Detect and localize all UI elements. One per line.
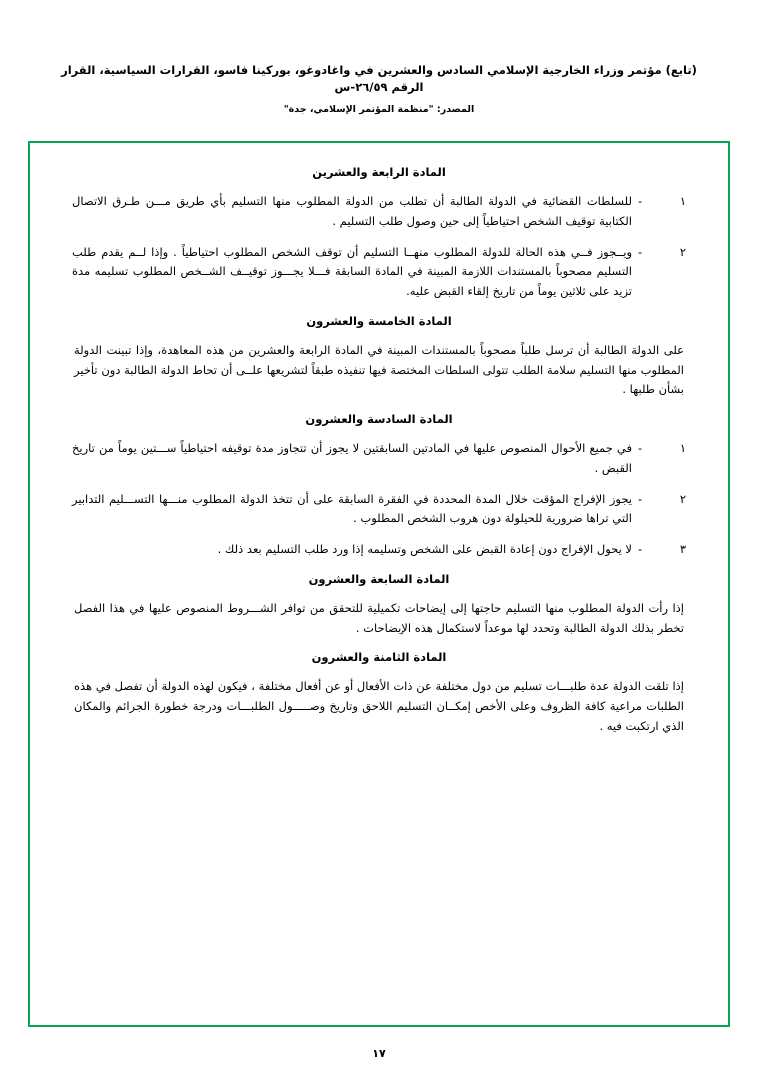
list-item-dash: - — [638, 542, 643, 557]
list-item-text: للسلطات القضائية في الدولة الطالبة أن تطلب من الدولة المطلوب منها التسليم بأي طريق مـــن طـرق الاتصال الكتابية توقيف الشخص احتياطياً إلى حين وصول طلب التسليم . — [72, 194, 632, 228]
page-number: ١٧ — [372, 1047, 386, 1060]
list-item — [72, 490, 686, 530]
list-item-marker — [632, 439, 686, 459]
section-paragraph: إذا رأت الدولة المطلوب منها التسليم حاجتها إلى إيضاحات تكميلية للتحقق من توافر الشـــروط المنصوص عليها في هذا الفصل تخطر بذلك الدولة الطالبة وتحدد لها موعداً لاستكمال هذه الإيضاحات . — [74, 600, 684, 635]
section-paragraph: إذا تلقت الدولة عدة طلبـــات تسليم من دول مختلفة عن ذات الأفعال أو عن أفعال مختلفة ، فيكون لهذه الدولة أن تفصل في هذه الطلبات مراعية كافة الظروف وعلى الأخص إمكــان التسليم اللاحق وتاريخ وصـــــول الطلبـــات ودرجة خطورة الجرائم والمكان الذي ارتكبت فيه . — [74, 679, 684, 734]
list-item-marker — [632, 192, 686, 212]
list-item-number: ٣ — [679, 542, 686, 557]
list-item — [72, 243, 686, 302]
section-title-article-24: المادة الرابعة والعشرين — [312, 165, 446, 179]
list-item-marker — [632, 243, 686, 263]
list-item — [72, 540, 686, 560]
list-item-number: ٢ — [679, 491, 686, 506]
list-item-number: ٢ — [679, 244, 686, 259]
list-item-text: ويــجوز فــي هذه الحالة للدولة المطلوب منهــا التسليم أن توقف الشخص المطلوب احتياطياً . وإذا لــم يقدم طلب التسليم مصحوباً بالمستندات اللازمة المبينة في المادة السابقة فـــلا يجـــوز توقيــف الشــخص المطلوب تسليمه مدة تزيد على ثلاثين يوماً من تاريخ إلقاء القبض عليه. — [72, 244, 632, 299]
header-source-line: المصدر: "منظمة المؤتمر الإسلامي، جدة" — [283, 103, 475, 115]
list-item-number: ١ — [679, 441, 686, 456]
page-header — [0, 0, 758, 115]
list-item-dash: - — [638, 491, 643, 506]
list-item-text: لا يحول الإفراج دون إعادة القبض على الشخص وتسليمه إذا ورد طلب التسليم بعد ذلك . — [217, 542, 632, 557]
list-item-marker — [632, 540, 686, 560]
list-item-text: في جميع الأحوال المنصوص عليها في المادتين السابقتين لا يجوز أن تتجاوز مدة توقيفه احتياطياً ســـتين يوماً من تاريخ القبض . — [72, 441, 632, 475]
list-item-dash: - — [638, 244, 643, 259]
header-title-line: (تابع) مؤتمر وزراء الخارجية الإسلامي السادس والعشرين في واغادوغو، بوركينا فاسو، القرارات السياسية، القرار الرقم ٢٦/٥٩-س — [61, 63, 697, 95]
list-item — [72, 192, 686, 232]
section-paragraph: على الدولة الطالبة أن ترسل طلباً مصحوباً بالمستندات المبينة في المادة الرابعة والعشرين من هذه المعاهدة، وإذا تبينت الدولة المطلوب منها التسليم سلامة الطلب تتولى السلطات المختصة فيها تنفيذه طبقاً لتشريعها علــى أن تحاط الدولة الطالبة دون تأخير بشأن طلبها . — [74, 342, 684, 397]
section-title-article-27: المادة السابعة والعشرون — [308, 571, 450, 586]
section-title-article-25: المادة الخامسة والعشرون — [306, 313, 452, 328]
list-item-text: يجوز الإفراج المؤقت خلال المدة المحددة في الفقرة السابقة على أن تتخذ الدولة المطلوب منـــها التســـليم التدابير التي تراها ضرورية للحيلولة دون هروب الشخص المطلوب . — [72, 491, 632, 526]
content-frame — [28, 141, 730, 1027]
list-item-dash: - — [638, 194, 643, 208]
list-item — [72, 439, 686, 479]
section-title-article-26: المادة السادسة والعشرون — [305, 412, 453, 427]
list-item-marker — [632, 490, 686, 510]
list-item-number: ١ — [679, 194, 686, 208]
list-item-dash: - — [638, 441, 643, 456]
content-body — [30, 143, 728, 753]
section-title-article-28: المادة الثامنة والعشرون — [311, 650, 447, 665]
